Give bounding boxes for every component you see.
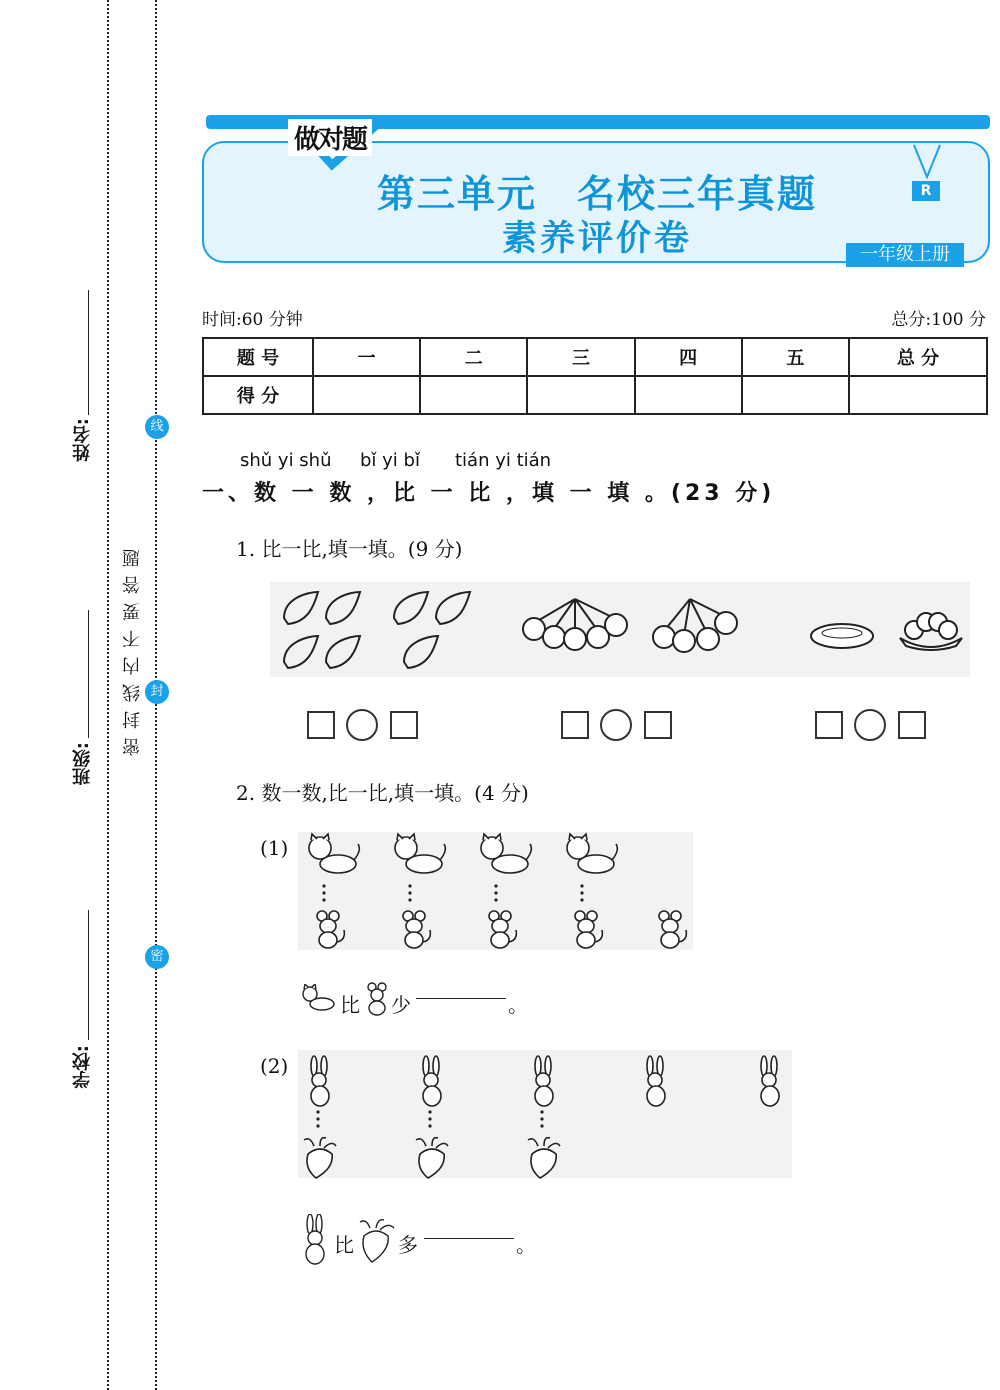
answer-circle[interactable] (346, 709, 378, 741)
grade-label: 一年级上册 (846, 243, 964, 267)
cat-icon (300, 984, 338, 1014)
answer-box[interactable] (390, 711, 418, 739)
cats-and-mice-illustration (298, 830, 698, 950)
score-cell[interactable] (849, 376, 987, 414)
header-cell: 题 号 (203, 338, 313, 376)
header-cell: 四 (635, 338, 742, 376)
total-score-info: 总分:100 分 (891, 310, 986, 330)
pinyin-biyibi: bǐ yi bǐ (360, 450, 420, 471)
school-blank[interactable] (88, 910, 89, 1040)
leaves-group-left-icon (278, 588, 368, 676)
rabbit-icon (298, 1214, 332, 1268)
score-cell[interactable] (527, 376, 634, 414)
header-cell: 五 (742, 338, 849, 376)
page-subtitle: 素养评价卷 (501, 219, 692, 259)
section-title: 一、数 一 数 ，比 一 比 ，填 一 填 。(23 分) (202, 481, 776, 506)
header-cell: 总 分 (849, 338, 987, 376)
answer-circle[interactable] (600, 709, 632, 741)
ribbon-icon (910, 143, 944, 183)
badge-label: 做对题 (288, 119, 372, 156)
class-label: 班级: (72, 742, 93, 786)
score-table-header-row (203, 338, 987, 376)
score-cell[interactable] (420, 376, 527, 414)
header-cell: 三 (527, 338, 634, 376)
part-1-sentence-bi: 比 (340, 993, 360, 1017)
score-row-label: 得 分 (203, 376, 313, 414)
binding-notice: 密封线内不要答题 (122, 540, 143, 756)
edition-mark: R (912, 181, 940, 201)
mouse-icon (364, 982, 392, 1020)
answer-box[interactable] (307, 711, 335, 739)
cherries-group-right-icon (650, 595, 740, 655)
part-2-answer-blank[interactable] (424, 1238, 514, 1239)
question-1-label: 1. 比一比,填一填。(9 分) (236, 537, 463, 561)
apple-plate-icon (896, 606, 966, 656)
header-cell: 二 (420, 338, 527, 376)
seal-mi: 密 (145, 945, 169, 969)
answer-circle[interactable] (854, 709, 886, 741)
part-1-period: 。 (508, 993, 528, 1017)
seal-xian: 线 (145, 415, 169, 439)
part-1-label: (1) (260, 836, 289, 860)
time-info: 时间:60 分钟 (202, 310, 303, 330)
part-2-sentence-bi: 比 (334, 1233, 354, 1257)
score-table (202, 337, 988, 415)
header-banner (202, 113, 988, 263)
score-row (203, 376, 987, 414)
header-cell: 一 (313, 338, 420, 376)
part-2-period: 。 (516, 1233, 536, 1257)
part-1-sentence-shao: 少 (391, 993, 411, 1017)
answer-box[interactable] (561, 711, 589, 739)
answer-box[interactable] (815, 711, 843, 739)
score-cell[interactable] (313, 376, 420, 414)
rabbits-and-radishes-illustration (298, 1052, 798, 1180)
binding-line-outer (107, 0, 109, 1390)
page-title: 第三单元 名校三年真题 (376, 172, 817, 216)
seal-feng: 封 (145, 680, 169, 704)
answer-box[interactable] (644, 711, 672, 739)
pinyin-shuyishu: shǔ yi shǔ (240, 450, 332, 471)
class-blank[interactable] (88, 610, 89, 738)
radish-icon (356, 1218, 398, 1264)
part-1-answer-blank[interactable] (416, 998, 506, 999)
score-cell[interactable] (635, 376, 742, 414)
name-label: 姓名: (72, 418, 93, 462)
leaves-group-right-icon (388, 588, 478, 676)
score-cell[interactable] (742, 376, 849, 414)
school-label: 学校: (72, 1045, 93, 1089)
empty-plate-icon (808, 620, 876, 652)
question-2-label: 2. 数一数,比一比,填一填。(4 分) (236, 781, 529, 805)
answer-box[interactable] (898, 711, 926, 739)
part-2-label: (2) (260, 1054, 289, 1078)
pinyin-tianyitian: tián yi tián (455, 450, 552, 471)
cherries-group-left-icon (520, 595, 630, 655)
name-blank[interactable] (88, 290, 89, 415)
part-2-sentence-duo: 多 (398, 1233, 418, 1257)
